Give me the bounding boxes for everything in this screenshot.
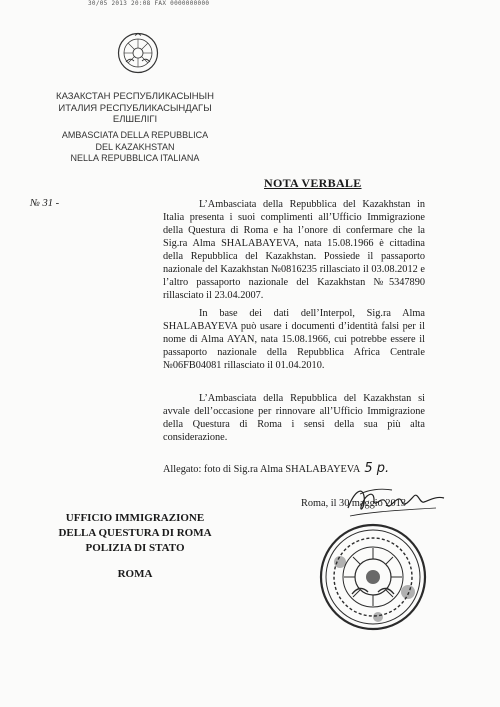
embassy-seal-icon [318,522,428,632]
recipient-city: ROMA [117,568,153,580]
attachment-label: Allegato: foto di Sig.ra Alma SHALABAYEVA [163,464,360,475]
document-title: NOTA VERBALE [264,176,362,190]
recipient-line: DELLA QUESTURA DI ROMA [58,527,212,539]
reference-number: № 31 - [30,198,60,209]
sender-italian-line: AMBASCIATA DELLA REPUBBLICA [61,130,209,140]
attachment-line [163,461,389,476]
sender-kazakh-line: ЕЛШЕЛIГI [112,114,158,125]
body-paragraph-2: In base dei dati dell’Interpol, Sig.ra Alma SHALABAYEVA può usare i documenti d’identità falsi per il nome di Alma AYAN, nata 15.08.1966, cui potrebbe essere il passaporto nazionale della Repubblica Africa Centrale №06FB04081 rillasciato il 01.04.2010. [163,308,425,371]
sender-kazakh-header [0,91,270,126]
state-emblem-icon [117,32,159,74]
recipient-line: POLIZIA DI STATO [85,542,185,554]
signature-icon [340,478,450,526]
recipient-line: UFFICIO IMMIGRAZIONE [65,512,205,524]
recipient-block [40,511,230,582]
sender-kazakh-line: КАЗАКСТАН РЕСПУБЛИКАСЫНЫН [56,91,214,102]
sender-kazakh-line: ИТАЛИЯ РЕСПУБЛИКАСЫНДАГЫ [58,102,212,114]
sender-italian-line: DEL KAZAKHSTAN [95,141,175,152]
sender-italian-header [0,130,270,165]
body-paragraph-1: L’Ambasciata della Repubblica del Kazakhstan in Italia presenta i suoi complimenti all’Ufficio Immigrazione della Questura di Roma e ha l’onore di confermare che la Sig.ra Alma SHALABAYEVA, nata 15.08.1966 è cittadina della Repubblica del Kazakhstan. Possiede il passaporto nazionale del Kazakhstan №0816235 rillasciato il 03.08.2012 e l’altro passaporto nazionale del Kazakhstan №5347890 rillasciato il 23.04.2007. [163,199,425,301]
sender-italian-line: NELLA REPUBBLICA ITALIANA [70,153,200,163]
attachment-handwritten-pages: 5 p. [364,461,390,476]
fax-header: 30/05 2013 20:08 FAX 0000000000 [88,0,210,7]
place-date: Roma, il 30 maggio 2013 [301,498,406,509]
body-paragraph-3: L’Ambasciata della Repubblica del Kazakhstan si avvale dell’occasione per rinnovare all’Ufficio Immigrazione della Questura di Roma i sensi della sua più alta considerazione. [163,393,425,443]
